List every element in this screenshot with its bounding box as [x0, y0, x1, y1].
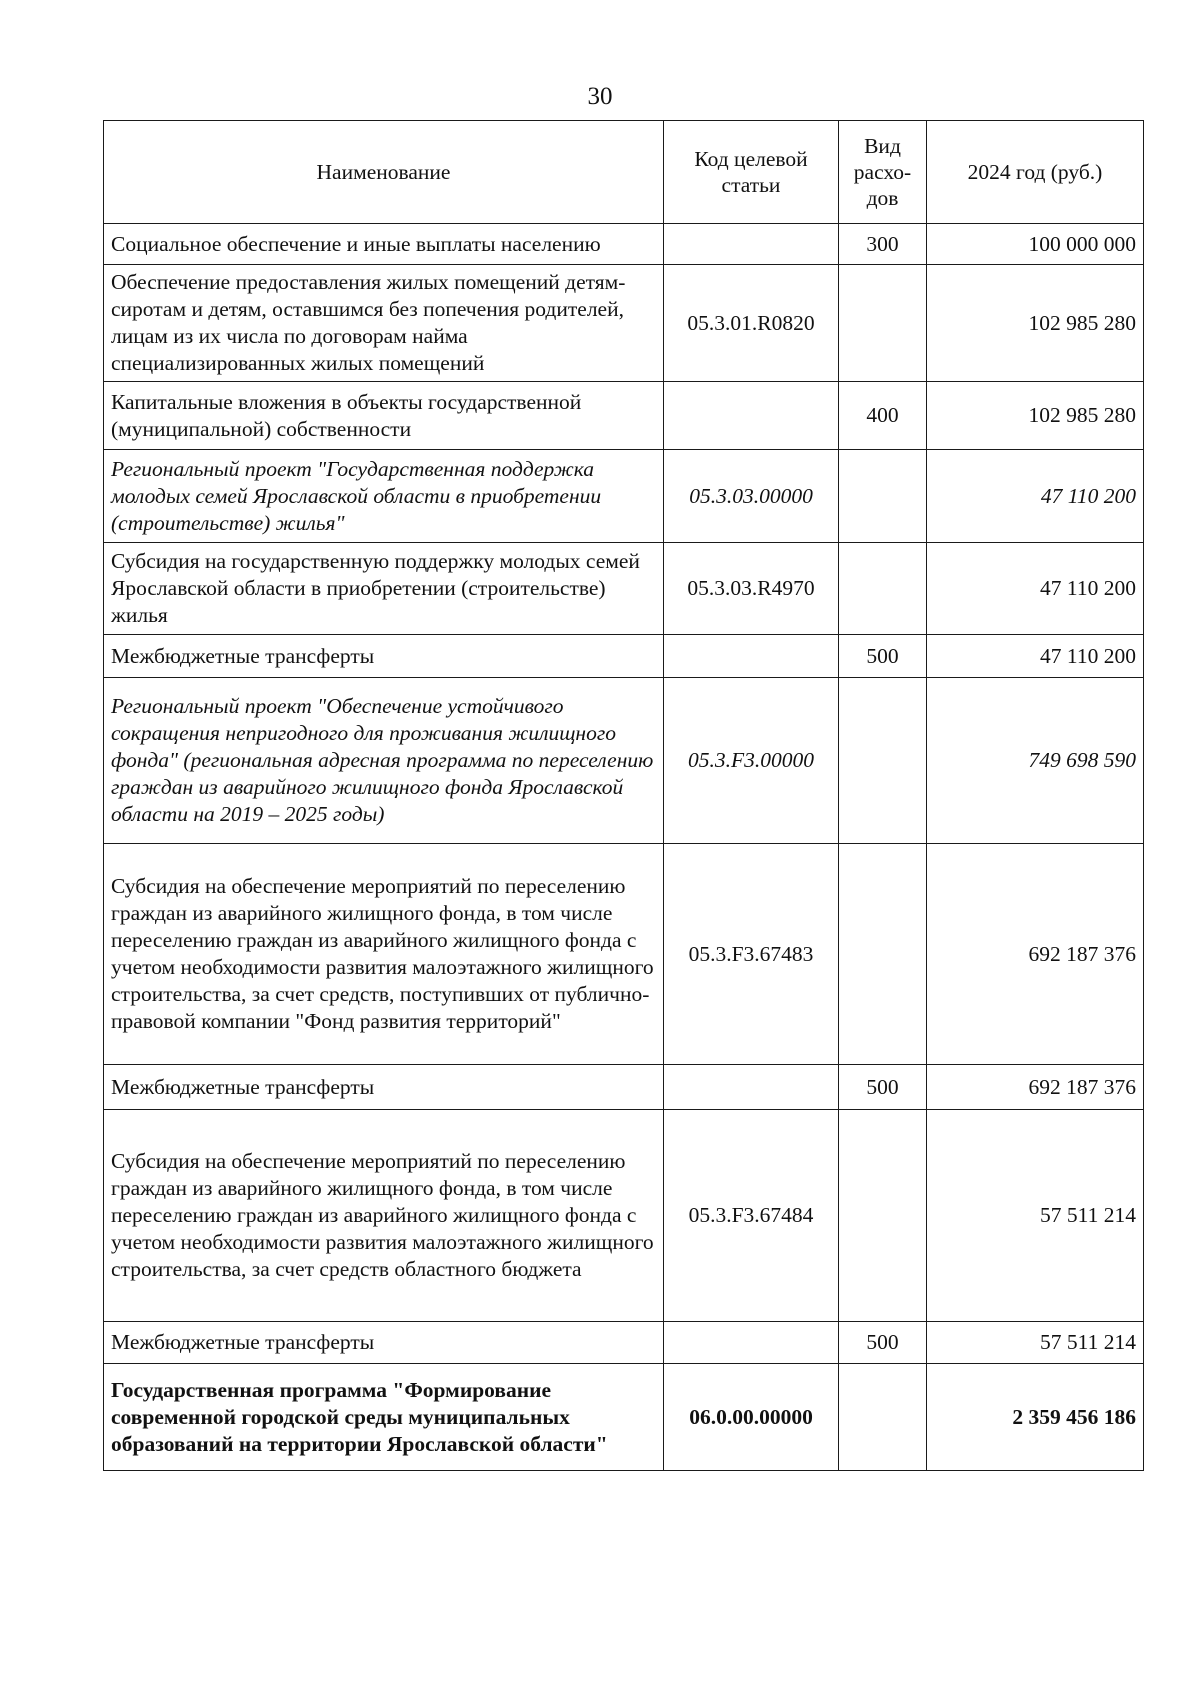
- row-amount-cell: 102 985 280: [927, 265, 1144, 382]
- row-kind-cell: [839, 678, 927, 844]
- row-amount-cell: 692 187 376: [927, 844, 1144, 1065]
- row-code-cell: 05.3.F3.67483: [664, 844, 839, 1065]
- row-code-cell: [664, 635, 839, 678]
- row-name-cell: Государственная программа "Формирование современной городской среды муниципальных образований на территории Ярославской области": [104, 1364, 664, 1471]
- table-row: [104, 1065, 1144, 1110]
- row-name-cell: Межбюджетные трансферты: [104, 635, 664, 678]
- row-code-cell: 05.3.01.R0820: [664, 265, 839, 382]
- row-kind-cell: [839, 265, 927, 382]
- header-code: Код целевой статьи: [664, 121, 839, 224]
- row-amount-cell: 47 110 200: [927, 635, 1144, 678]
- row-kind-cell: [839, 1110, 927, 1322]
- table-row: [104, 265, 1144, 382]
- row-kind-cell: [839, 1364, 927, 1471]
- row-name-cell: Капитальные вложения в объекты государственной (муниципальной) собственности: [104, 382, 664, 450]
- row-kind-cell: 500: [839, 635, 927, 678]
- table-row: [104, 1364, 1144, 1471]
- table-row: [104, 543, 1144, 635]
- header-name: Наименование: [104, 121, 664, 224]
- row-kind-cell: [839, 450, 927, 543]
- row-code-cell: 05.3.F3.67484: [664, 1110, 839, 1322]
- row-name-cell: Социальное обеспечение и иные выплаты населению: [104, 224, 664, 265]
- table-row: [104, 844, 1144, 1065]
- row-name-cell: Субсидия на государственную поддержку молодых семей Ярославской области в приобретении (строительстве) жилья: [104, 543, 664, 635]
- row-name-cell: Межбюджетные трансферты: [104, 1065, 664, 1110]
- table-header-row: [104, 121, 1144, 224]
- row-kind-cell: 500: [839, 1065, 927, 1110]
- row-kind-cell: 500: [839, 1322, 927, 1364]
- row-kind-cell: 400: [839, 382, 927, 450]
- row-amount-cell: 47 110 200: [927, 543, 1144, 635]
- header-amount: 2024 год (руб.): [927, 121, 1144, 224]
- row-amount-cell: 102 985 280: [927, 382, 1144, 450]
- row-code-cell: [664, 224, 839, 265]
- table-row: [104, 635, 1144, 678]
- table-row: [104, 224, 1144, 265]
- table-row: [104, 1322, 1144, 1364]
- row-amount-cell: 100 000 000: [927, 224, 1144, 265]
- row-name-cell: Региональный проект "Обеспечение устойчивого сокращения непригодного для проживания жилищного фонда" (региональная адресная программа по переселению граждан из аварийного жилищного фонда Ярославской области на 2019 – 2025 годы): [104, 678, 664, 844]
- row-amount-cell: 47 110 200: [927, 450, 1144, 543]
- row-code-cell: [664, 382, 839, 450]
- row-name-cell: Межбюджетные трансферты: [104, 1322, 664, 1364]
- table-row: [104, 382, 1144, 450]
- row-name-cell: Субсидия на обеспечение мероприятий по переселению граждан из аварийного жилищного фонда, в том числе переселению граждан из аварийного жилищного фонда с учетом необходимости развития малоэтажного жилищного строительства, за счет средств областного бюджета: [104, 1110, 664, 1322]
- row-name-cell: Обеспечение предоставления жилых помещений детям-сиротам и детям, оставшимся без попечения родителей, лицам из их числа по договорам найма специализированных жилых помещений: [104, 265, 664, 382]
- row-name-cell: Субсидия на обеспечение мероприятий по переселению граждан из аварийного жилищного фонда, в том числе переселению граждан из аварийного жилищного фонда с учетом необходимости развития малоэтажного жилищного строительства, за счет средств, поступивших от публично-правовой компании "Фонд развития территорий": [104, 844, 664, 1065]
- row-kind-cell: [839, 543, 927, 635]
- row-amount-cell: 57 511 214: [927, 1322, 1144, 1364]
- row-code-cell: 05.3.F3.00000: [664, 678, 839, 844]
- row-amount-cell: 57 511 214: [927, 1110, 1144, 1322]
- table-row: [104, 678, 1144, 844]
- page-number: 30: [587, 83, 613, 110]
- row-code-cell: 05.3.03.R4970: [664, 543, 839, 635]
- table-row: [104, 450, 1144, 543]
- budget-table: [103, 120, 1144, 1471]
- row-name-cell: Региональный проект "Государственная поддержка молодых семей Ярославской области в приобретении (строительстве) жилья": [104, 450, 664, 543]
- row-kind-cell: 300: [839, 224, 927, 265]
- row-code-cell: 05.3.03.00000: [664, 450, 839, 543]
- row-amount-cell: 692 187 376: [927, 1065, 1144, 1110]
- row-code-cell: 06.0.00.00000: [664, 1364, 839, 1471]
- table-body: [104, 224, 1144, 1471]
- row-code-cell: [664, 1065, 839, 1110]
- header-kind: Вид расхо-дов: [839, 121, 927, 224]
- row-amount-cell: 2 359 456 186: [927, 1364, 1144, 1471]
- row-kind-cell: [839, 844, 927, 1065]
- row-code-cell: [664, 1322, 839, 1364]
- row-amount-cell: 749 698 590: [927, 678, 1144, 844]
- table-row: [104, 1110, 1144, 1322]
